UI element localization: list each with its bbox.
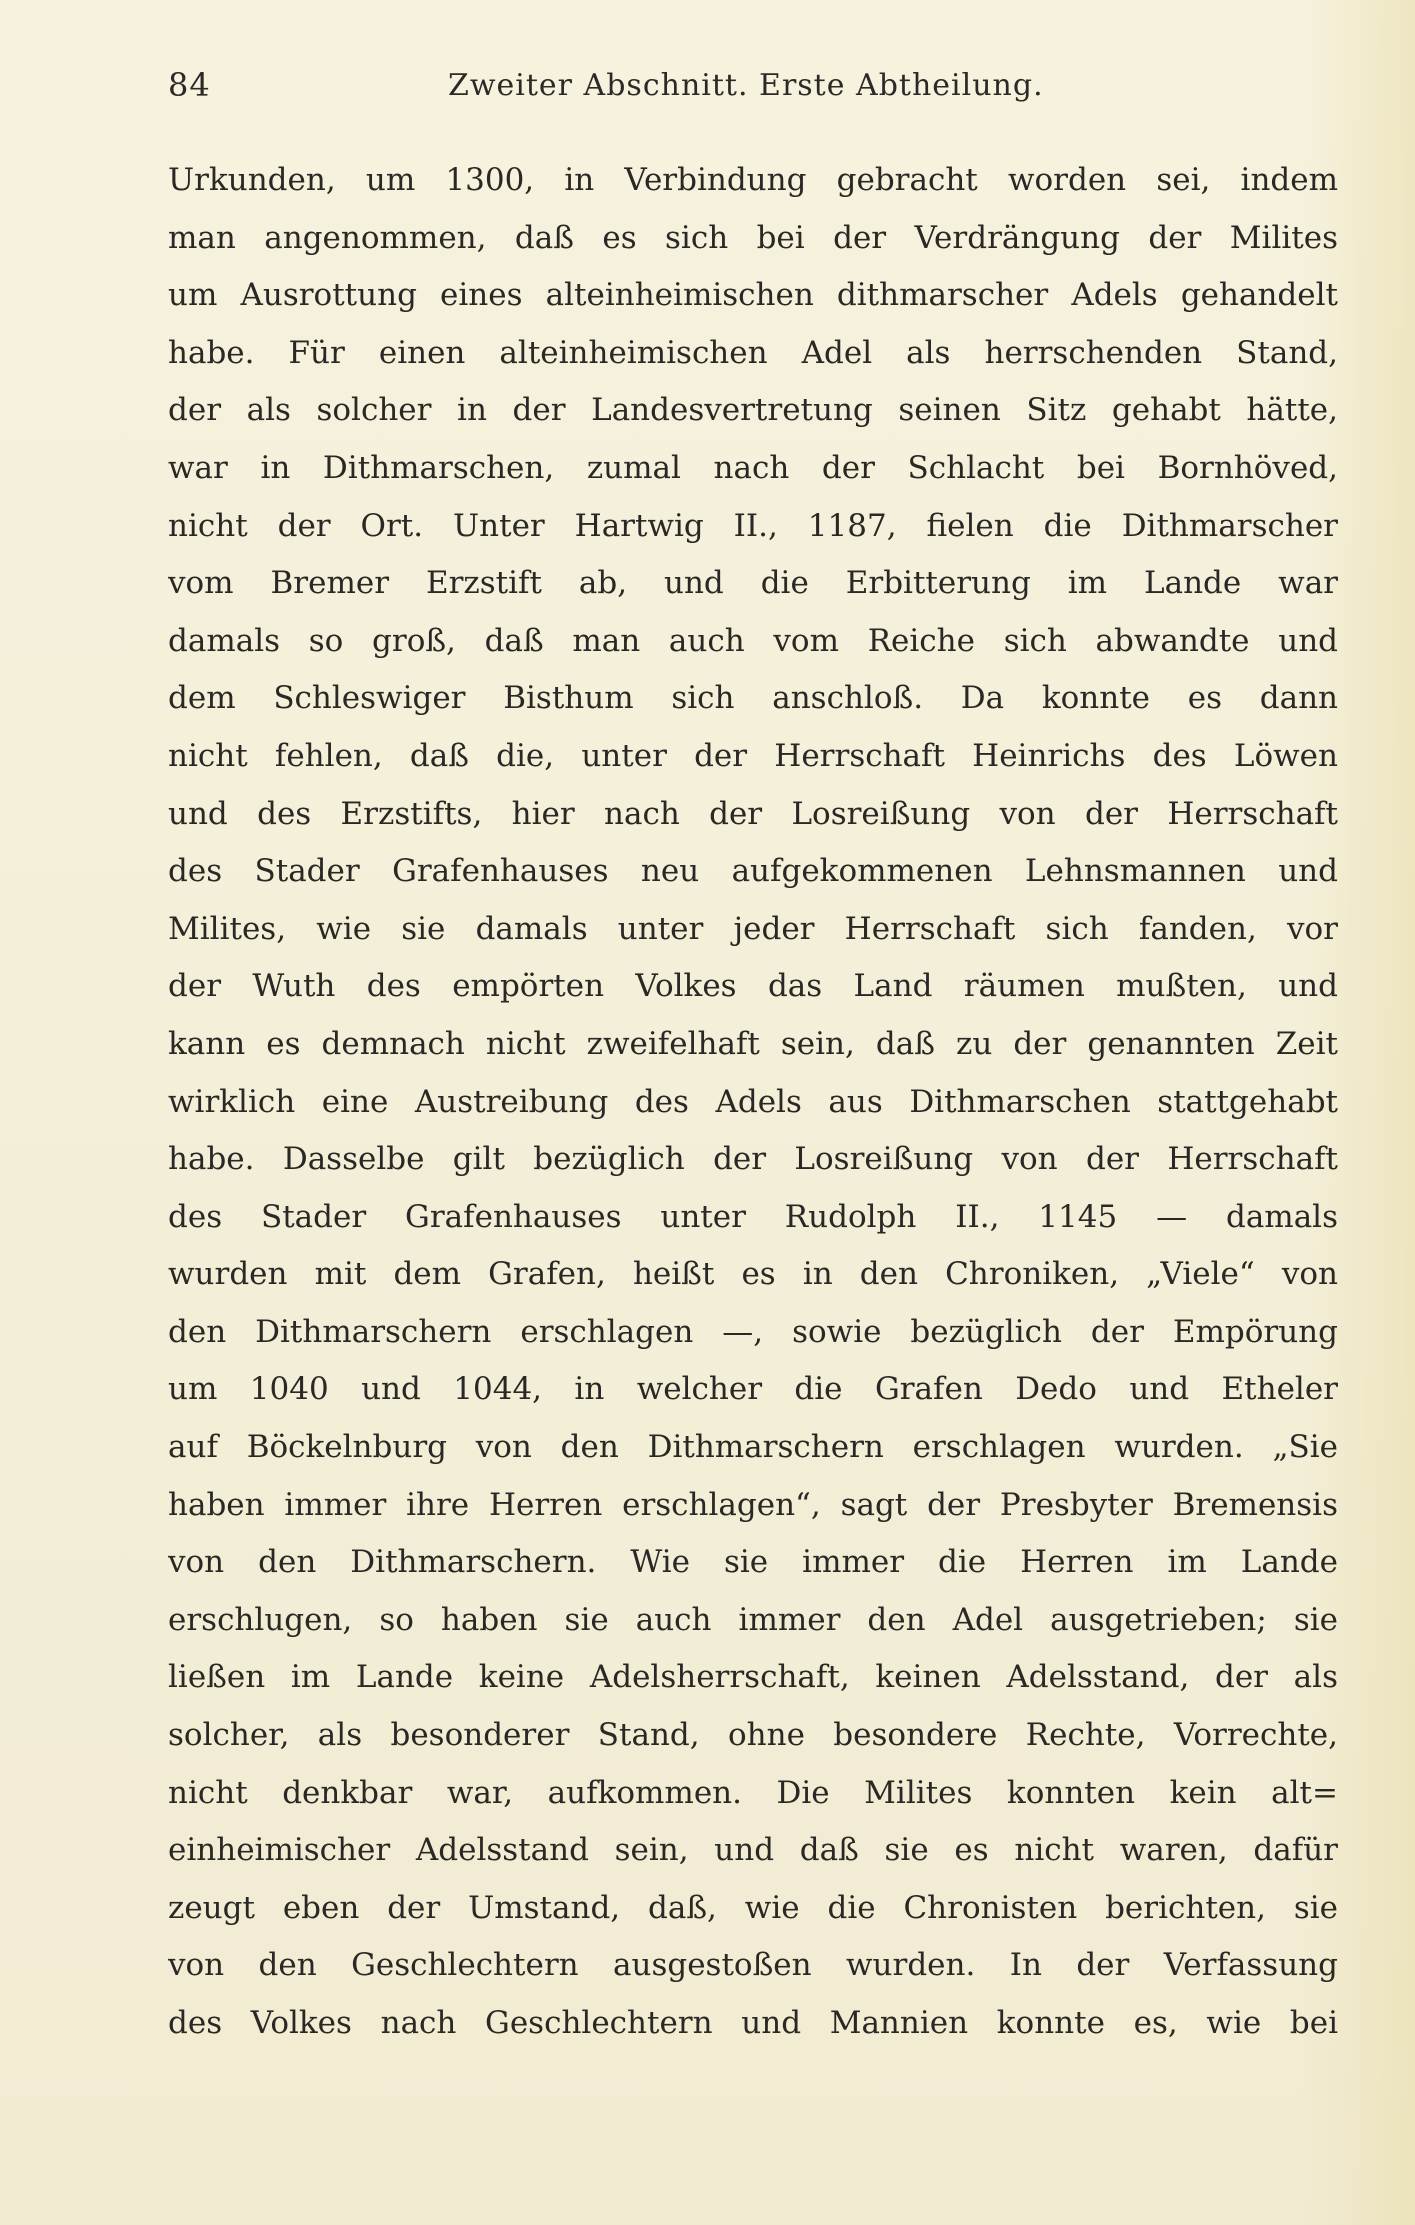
running-head: Zweiter Abschnitt. Erste Abtheilung.: [448, 68, 1044, 103]
text-line: auf Böckelnburg von den Dithmarschern erschlagen wurden. „Sie: [168, 1429, 1338, 1466]
text-line: nicht denkbar war, aufkommen. Die Milites konnten kein alt=: [168, 1774, 1338, 1811]
text-line: erschlugen, so haben sie auch immer den Adel ausgetrieben; sie: [168, 1601, 1338, 1638]
page-number: 84: [168, 66, 211, 104]
text-line: haben immer ihre Herren erschlagen“, sagt der Presbyter Bremensis: [168, 1486, 1338, 1523]
text-line: nicht fehlen, daß die, unter der Herrschaft Heinrichs des Löwen: [168, 737, 1338, 774]
text-line: wurden mit dem Grafen, heißt es in den Chroniken, „Viele“ von: [168, 1256, 1338, 1293]
text-line: vom Bremer Erzstift ab, und die Erbitterung im Lande war: [168, 565, 1338, 602]
text-line: und des Erzstifts, hier nach der Losreißung von der Herrschaft: [168, 795, 1338, 832]
text-line: kann es demnach nicht zweifelhaft sein, daß zu der genannten Zeit: [168, 1025, 1338, 1062]
text-line: der als solcher in der Landesvertretung seinen Sitz gehabt hätte,: [168, 392, 1338, 429]
text-line: des Volkes nach Geschlechtern und Mannien konnte es, wie bei: [168, 2005, 1338, 2041]
text-line: einheimischer Adelsstand sein, und daß sie es nicht waren, dafür: [168, 1832, 1338, 1869]
text-line: nicht der Ort. Unter Hartwig II., 1187, fielen die Dithmarscher: [168, 507, 1338, 544]
text-line: dem Schleswiger Bisthum sich anschloß. Da konnte es dann: [168, 680, 1338, 717]
text-line: von den Geschlechtern ausgestoßen wurden. In der Verfassung: [168, 1947, 1338, 1984]
text-line: des Stader Grafenhauses neu aufgekommenen Lehnsmannen und: [168, 853, 1338, 890]
text-line: habe. Dasselbe gilt bezüglich der Losreißung von der Herrschaft: [168, 1141, 1338, 1178]
text-line: ließen im Lande keine Adelsherrschaft, keinen Adelsstand, der als: [168, 1659, 1338, 1696]
text-line: damals so groß, daß man auch vom Reiche sich abwandte und: [168, 622, 1338, 659]
text-line: wirklich eine Austreibung des Adels aus Dithmarschen stattgehabt: [168, 1083, 1338, 1120]
text-line: des Stader Grafenhauses unter Rudolph II., 1145 — damals: [168, 1198, 1338, 1235]
text-line: von den Dithmarschern. Wie sie immer die Herren im Lande: [168, 1544, 1338, 1581]
text-line: Milites, wie sie damals unter jeder Herrschaft sich fanden, vor: [168, 910, 1338, 947]
text-line: um 1040 und 1044, in welcher die Grafen Dedo und Etheler: [168, 1371, 1338, 1408]
text-line: war in Dithmarschen, zumal nach der Schlacht bei Bornhöved,: [168, 449, 1338, 486]
text-line: solcher, als besonderer Stand, ohne besondere Rechte, Vorrechte,: [168, 1717, 1338, 1754]
text-line: zeugt eben der Umstand, daß, wie die Chronisten berichten, sie: [168, 1889, 1338, 1926]
text-line: um Ausrottung eines alteinheimischen dithmarscher Adels gehandelt: [168, 277, 1338, 314]
text-line: Urkunden, um 1300, in Verbindung gebracht worden sei, indem: [168, 162, 1338, 198]
page-header: [168, 66, 1068, 116]
text-line: habe. Für einen alteinheimischen Adel als herrschenden Stand,: [168, 334, 1338, 371]
text-line: den Dithmarschern erschlagen —, sowie bezüglich der Empörung: [168, 1313, 1338, 1350]
body-text: [168, 152, 1338, 2053]
text-line: der Wuth des empörten Volkes das Land räumen mußten, und: [168, 968, 1338, 1005]
text-line: man angenommen, daß es sich bei der Verdrängung der Milites: [168, 219, 1338, 256]
